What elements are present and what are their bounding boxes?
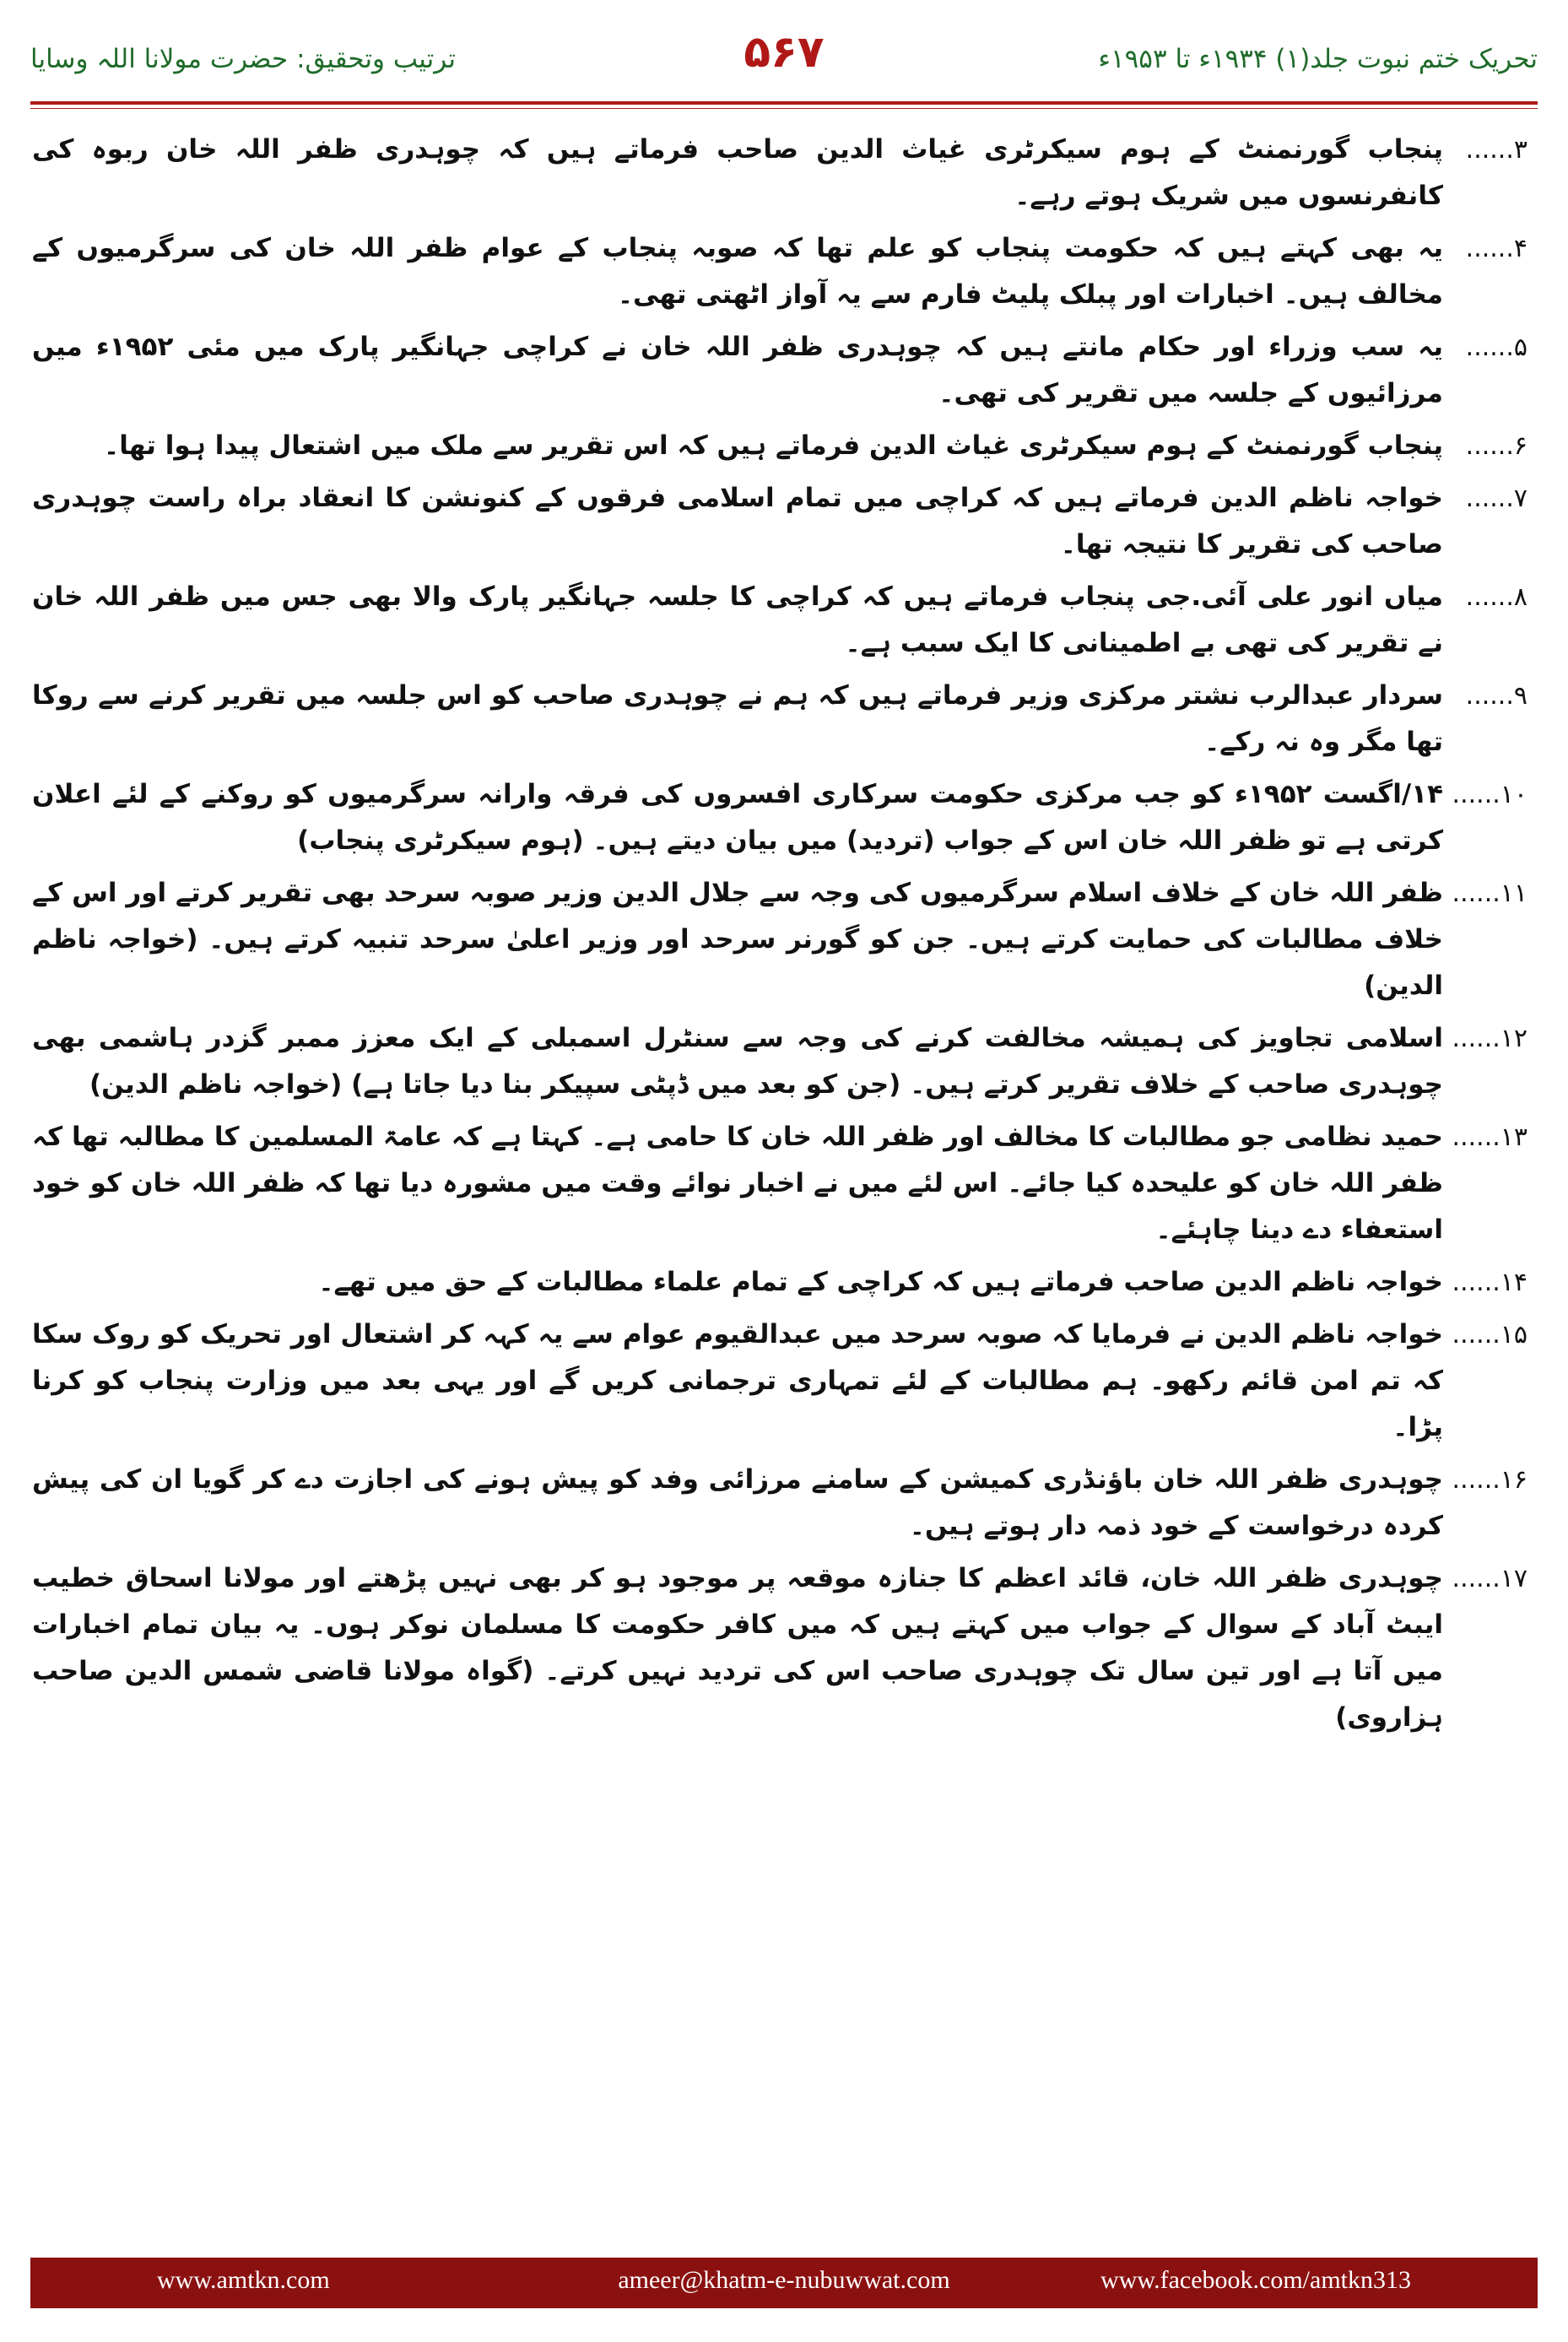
page-content <box>32 127 1536 2241</box>
list-item <box>32 225 1536 318</box>
list-item <box>32 1457 1536 1550</box>
item-text: میاں انور علی آئی.جی پنجاب فرماتے ہیں کہ کراچی کا جلسہ جہانگیر پارک والا بھی جس میں ظفر اللہ خان نے تقریر کی تھی بے اطمینانی کا ایک سبب ہے۔ <box>32 581 1443 658</box>
item-text: چوہدری ظفر اللہ خان، قائد اعظم کا جنازہ موقعہ پر موجود ہو کر بھی نہیں پڑھتے اور مولانا اسحاق خطیب ایبٹ آباد کے سوال کے جواب میں کہتے ہیں کہ میں کافر حکومت کا مسلمان نوکر ہوں۔ یہ بیان تمام اخبارات میں آتا ہے اور تین سال تک چوہدری صاحب اس کی تردید نہیں کرتے۔ (گواہ مولانا قاضی شمس الدین صاحب ہزاروی) <box>32 1563 1443 1733</box>
item-number: ۱۷...... <box>1452 1564 1527 1593</box>
item-number: ۱۳...... <box>1452 1122 1527 1152</box>
item-text: خواجہ ناظم الدین فرماتے ہیں کہ کراچی میں تمام اسلامی فرقوں کے کنونشن کا انعقاد براہ راست چوہدری صاحب کی تقریر کا نتیجہ تھا۔ <box>32 483 1443 560</box>
list-item <box>32 1259 1536 1306</box>
list-item <box>32 1015 1536 1108</box>
item-number: ۴...... <box>1465 234 1527 263</box>
item-number: ۱۱...... <box>1452 879 1527 908</box>
item-text: یہ بھی کہتے ہیں کہ حکومت پنجاب کو علم تھا کہ صوبہ پنجاب کے عوام ظفر اللہ خان کی سرگرمیوں کے مخالف ہیں۔ اخبارات اور پبلک پلیٹ فارم سے یہ آواز اٹھتی تھی۔ <box>32 233 1443 310</box>
item-number: ۶...... <box>1465 431 1527 461</box>
item-number: ۵...... <box>1465 333 1527 362</box>
list-item <box>32 771 1536 864</box>
email-link[interactable]: ameer@khatm-e-nubuwwat.com <box>618 2266 950 2294</box>
item-number: ۹...... <box>1465 681 1527 711</box>
list-item <box>32 673 1536 765</box>
item-text: خواجہ ناظم الدین صاحب فرماتے ہیں کہ کراچی کے تمام علماء مطالبات کے حق میں تھے۔ <box>318 1267 1443 1297</box>
header-divider <box>30 101 1538 105</box>
website-link[interactable]: www.amtkn.com <box>157 2266 330 2294</box>
page-number: ۵۶۷ <box>743 27 825 78</box>
item-text: یہ سب وزراء اور حکام مانتے ہیں کہ چوہدری ظفر اللہ خان نے کراچی جہانگیر پارک میں مئی ۱۹۵۲ء میں مرزائیوں کے جلسہ میں تقریر کی تھی۔ <box>32 332 1443 408</box>
list-item <box>32 574 1536 667</box>
item-text: پنجاب گورنمنٹ کے ہوم سیکرٹری غیاث الدین فرماتے ہیں کہ اس تقریر سے ملک میں اشتعال پیدا ہوا تھا۔ <box>104 430 1443 461</box>
list-item <box>32 324 1536 417</box>
item-text: ۱۴/اگست ۱۹۵۲ء کو جب مرکزی حکومت سرکاری افسروں کی فرقہ وارانہ سرگرمیوں کو روکنے کے لئے اعلان کرتی ہے تو ظفر اللہ خان اس کے جواب (تردید) میں بیان دیتے ہیں۔ (ہوم سیکرٹری پنجاب) <box>32 779 1443 856</box>
item-text: ظفر اللہ خان کے خلاف اسلام سرگرمیوں کی وجہ سے جلال الدین وزیر صوبہ سرحد بھی تقریر کرتے اور اس کے خلاف مطالبات کی حمایت کرتے ہیں۔ جن کو گورنر سرحد اور وزیر اعلیٰ سرحد تنبیہ کرتے ہیں۔ (خواجہ ناظم الدین) <box>32 878 1443 1001</box>
item-number: ۸...... <box>1465 582 1527 612</box>
item-text: سردار عبدالرب نشتر مرکزی وزیر فرماتے ہیں کہ ہم نے چوہدری صاحب کو اس جلسہ میں تقریر کرنے سے روکا تھا مگر وہ نہ رکے۔ <box>32 680 1443 757</box>
item-text: خواجہ ناظم الدین نے فرمایا کہ صوبہ سرحد میں عبدالقیوم عوام سے یہ کہہ کر اشتعال اور تحریک کو روک سکا کہ تم امن قائم رکھو۔ ہم مطالبات کے لئے تمہاری ترجمانی کریں گے اور یہی بعد میں وزارت پنجاب کو کرنا پڑا۔ <box>32 1319 1443 1442</box>
item-number: ۱۴...... <box>1452 1268 1527 1297</box>
item-number: ۳...... <box>1465 135 1527 165</box>
page-header <box>30 24 1538 95</box>
item-number: ۱۶...... <box>1452 1465 1527 1495</box>
item-number: ۱۵...... <box>1452 1320 1527 1349</box>
list-item <box>32 870 1536 1009</box>
item-text: پنجاب گورنمنٹ کے ہوم سیکرٹری غیاث الدین صاحب فرماتے ہیں کہ چوہدری ظفر اللہ خان ربوہ کی کانفرنسوں میں شریک ہوتے رہے۔ <box>32 134 1443 211</box>
compiler-credit: ترتیب وتحقیق: حضرت مولانا اللہ وسایا <box>30 44 457 74</box>
item-number: ۱۲...... <box>1452 1024 1527 1053</box>
list-item <box>32 127 1536 219</box>
item-number: ۱۰...... <box>1452 780 1527 809</box>
list-item <box>32 1312 1536 1451</box>
item-text: چوہدری ظفر اللہ خان باؤنڈری کمیشن کے سامنے مرزائی وفد کو پیش ہونے کی اجازت دے کر گویا ان کی پیش کردہ درخواست کے خود ذمہ دار ہوتے ہیں۔ <box>32 1464 1443 1541</box>
header-divider-thin <box>30 108 1538 109</box>
list-item <box>32 1114 1536 1253</box>
facebook-link[interactable]: www.facebook.com/amtkn313 <box>1100 2266 1411 2294</box>
list-item <box>32 423 1536 469</box>
list-item <box>32 475 1536 568</box>
item-number: ۷...... <box>1465 484 1527 513</box>
page-footer <box>30 2258 1538 2308</box>
item-text: حمید نظامی جو مطالبات کا مخالف اور ظفر اللہ خان کا حامی ہے۔ کہتا ہے کہ عامۃ المسلمین کا مطالبہ تھا کہ ظفر اللہ خان کو علیحدہ کیا جائے۔ اس لئے میں نے اخبار نوائے وقت میں مشورہ دیا تھا کہ ظفر اللہ خان کو خود استعفاء دے دینا چاہئے۔ <box>32 1122 1443 1245</box>
item-text: اسلامی تجاویز کی ہمیشہ مخالفت کرنے کی وجہ سے سنٹرل اسمبلی کے ایک معزز ممبر گزدر ہاشمی بھی چوہدری صاحب کے خلاف تقریر کرتے ہیں۔ (جن کو بعد میں ڈپٹی سپیکر بنا دیا جاتا ہے) (خواجہ ناظم الدین) <box>32 1023 1443 1100</box>
book-title: تحریک ختم نبوت جلد(۱) ۱۹۳۴ء تا ۱۹۵۳ء <box>1098 44 1538 74</box>
list-item <box>32 1555 1536 1741</box>
